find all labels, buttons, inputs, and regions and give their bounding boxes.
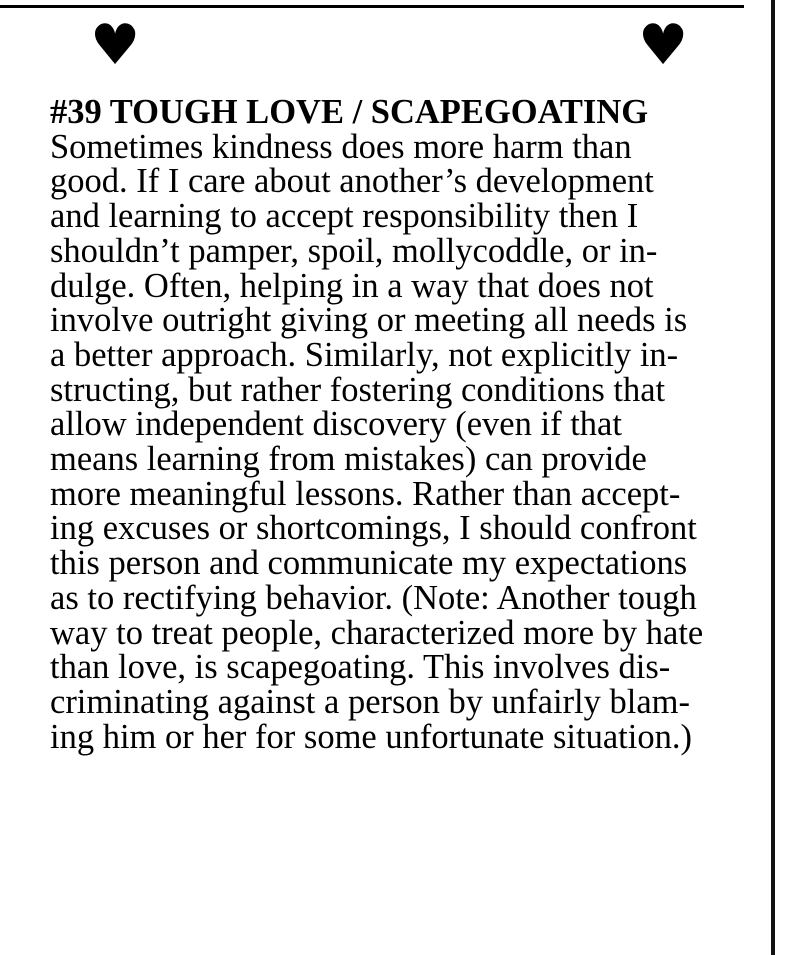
body-line: ing him or her for some unfortunate situation.) bbox=[50, 717, 692, 756]
body-line: this person and communicate my expectations bbox=[50, 544, 688, 583]
card-title: #39 TOUGH LOVE / SCAPEGOATING bbox=[50, 93, 649, 131]
body-line: as to rectifying behavior. (Note: Another tough bbox=[50, 578, 697, 617]
body-line: means learning from mistakes) can provide bbox=[50, 440, 647, 479]
body-line: ing excuses or shortcomings, I should confront bbox=[50, 509, 697, 548]
top-divider-rule bbox=[0, 0, 744, 8]
body-line: a better approach. Similarly, not explicitly in- bbox=[50, 335, 679, 374]
body-line: Sometimes kindness does more harm than bbox=[50, 127, 632, 166]
heart-icon: ♥ bbox=[638, 13, 689, 78]
body-line: and learning to accept responsibility then I bbox=[50, 197, 639, 236]
body-line: shouldn’t pamper, spoil, mollycoddle, or in- bbox=[50, 231, 658, 270]
body-line: involve outright giving or meeting all needs is bbox=[50, 301, 688, 340]
body-line: way to treat people, characterized more by hate bbox=[50, 613, 704, 652]
card-body bbox=[50, 95, 762, 754]
card-right-border bbox=[771, 0, 775, 955]
body-line: structing, but rather fostering conditions that bbox=[50, 370, 666, 409]
body-line: dulge. Often, helping in a way that does not bbox=[50, 266, 654, 305]
body-line: good. If I care about another’s development bbox=[50, 162, 654, 201]
body-line: more meaningful lessons. Rather than accept- bbox=[50, 474, 681, 513]
body-line: than love, is scapegoating. This involves dis- bbox=[50, 648, 671, 687]
body-line: allow independent discovery (even if that bbox=[50, 405, 622, 444]
heart-icon: ♥ bbox=[90, 13, 141, 78]
body-line: criminating against a person by unfairly blam- bbox=[50, 682, 690, 721]
